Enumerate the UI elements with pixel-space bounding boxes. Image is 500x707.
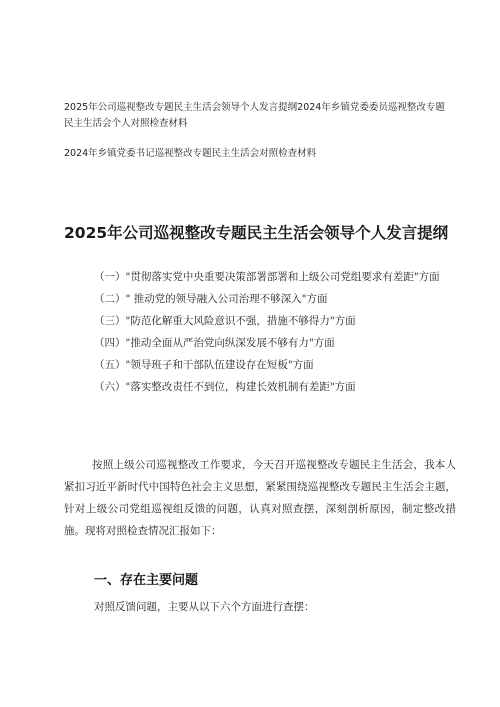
section-body-1: 对照反馈问题，主要从以下六个方面进行查摆： (94, 601, 315, 613)
related-document-title-1[interactable]: 2025年公司巡视整改专题民主生活会领导个人发言提纲2024年乡镇党委委员巡视整改专题民主生活会个人对照检查材料 (64, 102, 445, 129)
outline-item-6: （六）"落实整改责任不到位，构建长效机制有差距"方面 (94, 381, 356, 393)
intro-paragraph: 按照上级公司巡视整改工作要求，今天召开巡视整改专题民主生活会，我本人紧扣习近平新时代中国特色社会主义思想，紧紧围绕巡视整改专题民主生活会主题，针对上级公司党组巡视组反馈的问题，认真对照查摆，深刻剖析原因，制定整改措施。现将对照检查情况汇报如下： (64, 459, 456, 537)
outline-item-5: （五）"领导班子和干部队伍建设存在短板"方面 (94, 359, 314, 371)
related-documents-header (64, 100, 454, 162)
section-heading-1: 一、存在主要问题 (94, 573, 199, 588)
outline-list (94, 266, 454, 398)
outline-item-2: （二）" 推动党的领导融入公司治理不够深入"方面 (94, 293, 328, 305)
outline-item-4: （四）"推动全面从严治党向纵深发展不够有力"方面 (94, 337, 335, 349)
related-document-title-2[interactable]: 2024年乡镇党委书记巡视整改专题民主生活会对照检查材料 (64, 148, 317, 159)
outline-item-1: （一）"贯彻落实党中央重要决策部署部署和上级公司党组要求有差距"方面 (94, 271, 440, 283)
document-title: 2025年公司巡视整改专题民主生活会领导个人发言提纲 (64, 224, 449, 243)
outline-item-3: （三）"防范化解重大风险意识不强，措施不够得力"方面 (94, 315, 356, 327)
